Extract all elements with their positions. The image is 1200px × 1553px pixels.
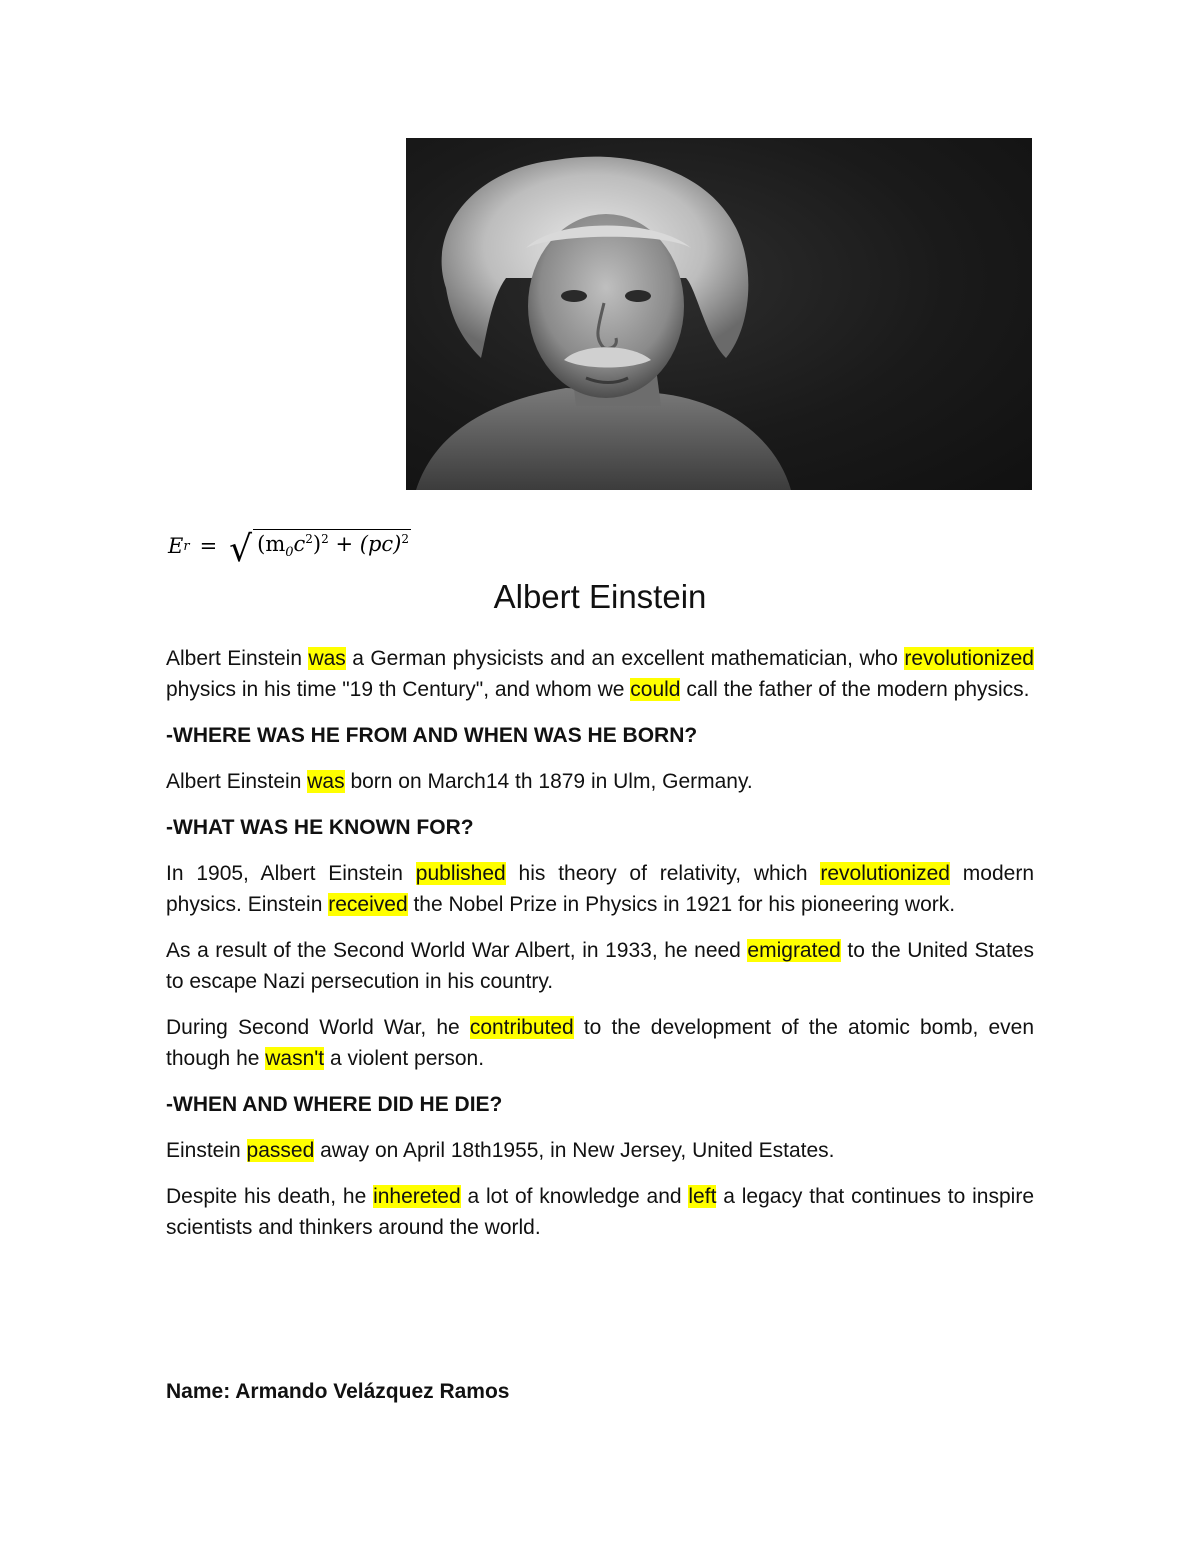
- intro-text-1: Albert Einstein: [166, 647, 309, 670]
- formula-radicand: [253, 529, 411, 560]
- left-eye: [561, 290, 587, 302]
- bomb-text-2: to the development of the atomic bomb, even though he: [166, 1016, 1034, 1070]
- formula-radical: √: [229, 529, 253, 570]
- formula-plus: +: [335, 532, 354, 557]
- bomb-text-1: During Second World War, he: [166, 1016, 470, 1039]
- intro-text-3: physics in his time "19 th Century", and whom we: [166, 678, 631, 701]
- highlight-was: was: [308, 647, 346, 670]
- highlight-was-born: was: [307, 770, 345, 793]
- formula-term1-c: c: [293, 532, 306, 557]
- formula-term1-sub: 0: [285, 545, 294, 561]
- formula-term1-exp: 2: [321, 532, 329, 547]
- died-text-1: Einstein: [166, 1139, 247, 1162]
- intro-paragraph: [166, 643, 1034, 705]
- war-paragraph: [166, 935, 1034, 997]
- portrait-illustration: [406, 138, 1032, 490]
- war-text-2: to the United States to escape Nazi persecution in his country.: [166, 939, 1034, 993]
- highlight-inhereted: inhereted: [373, 1185, 461, 1208]
- document-body: [166, 643, 1034, 1258]
- legacy-text-1: Despite his death, he: [166, 1185, 374, 1208]
- war-text-1: As a result of the Second World War Albert, in 1933, he need: [166, 939, 748, 962]
- born-text-1: Albert Einstein: [166, 770, 308, 793]
- author-name: Name: Armando Velázquez Ramos: [166, 1380, 510, 1403]
- document-title: Albert Einstein: [493, 578, 707, 615]
- highlight-passed: passed: [246, 1139, 315, 1162]
- highlight-left: left: [688, 1185, 717, 1208]
- known-text-4: the Nobel Prize in Physics in 1921 for his pioneering work.: [407, 893, 956, 916]
- known-paragraph: [166, 858, 1034, 920]
- born-text-2: born on March14 th 1879 in Ulm, Germany.: [344, 770, 753, 793]
- highlight-revolutionized-2: revolutionized: [820, 862, 950, 885]
- bomb-text-3: a violent person.: [324, 1047, 485, 1070]
- question-born: -WHERE WAS HE FROM AND WHEN WAS HE BORN?: [166, 724, 698, 747]
- formula-term1-close: ): [312, 532, 322, 557]
- formula-term1-open: (m: [257, 532, 286, 557]
- formula-term2-exp: 2: [401, 532, 409, 547]
- formula-e-var: E: [168, 534, 184, 558]
- known-text-2: his theory of relativity, which: [505, 862, 821, 885]
- formula-r-sub: r: [183, 538, 190, 554]
- died-paragraph: [166, 1135, 1034, 1166]
- highlight-wasnt: wasn't: [265, 1047, 325, 1070]
- formula-term2: (pc): [359, 532, 402, 557]
- energy-formula: [168, 522, 411, 570]
- highlight-received: received: [328, 893, 408, 916]
- question-known: -WHAT WAS HE KNOWN FOR?: [166, 816, 474, 839]
- intro-text-4: call the father of the modern physics.: [680, 678, 1030, 701]
- highlight-contributed: contributed: [469, 1016, 574, 1039]
- legacy-text-3: a legacy that continues to inspire scientists and thinkers around the world.: [166, 1185, 1034, 1239]
- highlight-could: could: [630, 678, 681, 701]
- formula-equals: =: [199, 534, 218, 558]
- legacy-text-2: a lot of knowledge and: [460, 1185, 689, 1208]
- right-eye: [625, 290, 651, 302]
- portrait-photo: [406, 138, 1032, 490]
- known-text-3: modern physics. Einstein: [166, 862, 1034, 916]
- known-text-1: In 1905, Albert Einstein: [166, 862, 416, 885]
- legacy-paragraph: [166, 1181, 1034, 1243]
- highlight-revolutionized: revolutionized: [904, 647, 1034, 670]
- died-text-2: away on April 18th1955, in New Jersey, United Estates.: [314, 1139, 835, 1162]
- born-paragraph: [166, 766, 1034, 797]
- highlight-emigrated: emigrated: [747, 939, 841, 962]
- bomb-paragraph: [166, 1012, 1034, 1074]
- face-shape: [528, 214, 684, 398]
- formula-term1-inner-exp: 2: [305, 532, 313, 547]
- intro-text-2: a German physicists and an excellent mathematician, who: [345, 647, 905, 670]
- question-died: -WHEN AND WHERE DID HE DIE?: [166, 1093, 503, 1116]
- highlight-published: published: [415, 862, 506, 885]
